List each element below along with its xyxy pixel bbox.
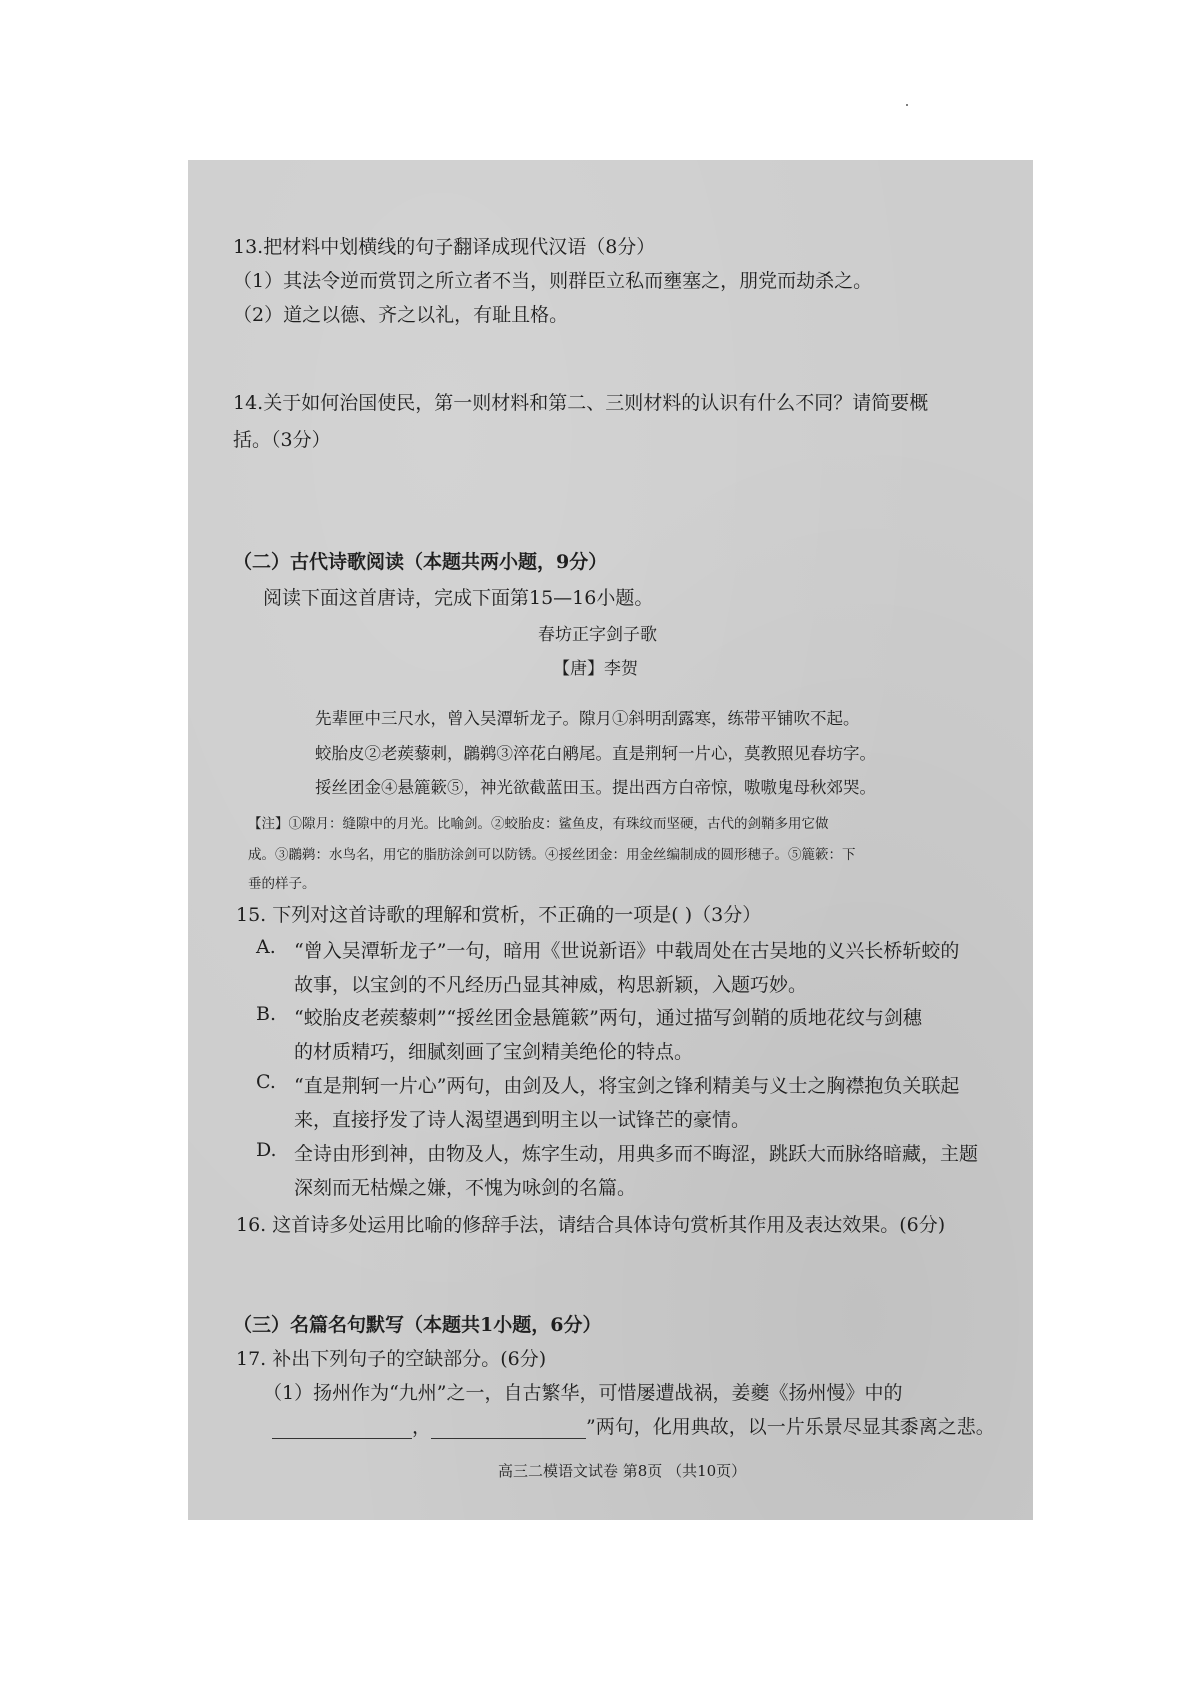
q15-option-a-line-1: “曾入吴潭斩龙子”一句，暗用《世说新语》中载周处在古吴地的义兴长桥斩蛟的 [294,940,960,962]
poem-author: 【唐】李贺 [553,659,638,679]
q13-sentence-1: （1）其法令逆而赏罚之所立者不当，则群臣立私而壅塞之，朋党而劫杀之。 [233,270,873,292]
poem-line-1: 先辈匣中三尺水，曾入吴潭斩龙子。隙月①斜明刮露寒，练带平铺吹不起。 [315,709,860,728]
q14-line-1: 14.关于如何治国使民，第一则材料和第二、三则材料的认识有什么不同？请简要概 [233,392,929,414]
q15-option-d-letter: D. [256,1139,277,1161]
q15-option-b-letter: B. [256,1003,277,1025]
exam-page-photo [188,160,1033,1520]
q17-blank-separator: ， [412,1416,432,1438]
q15-option-c-letter: C. [256,1071,276,1093]
answer-blank-1[interactable] [272,1418,412,1439]
q15-option-c-line-2: 来，直接抒发了诗人渴望遇到明主以一试锋芒的豪情。 [294,1109,751,1131]
q17-item-1-line-2-text: ”两句，化用典故，以一片乐景尽显其黍离之悲。 [586,1416,995,1438]
q13-title: 13.把材料中划横线的句子翻译成现代汉语（8分） [233,236,656,258]
q17-stem: 17. 补出下列句子的空缺部分。(6分) [236,1348,547,1370]
q17-item-1-line-1: （1）扬州作为“九州”之一，自古繁华，可惜屡遭战祸，姜夔《扬州慢》中的 [263,1382,903,1404]
scan-speck [906,104,908,106]
poem-note-line-1: 【注】①隙月：缝隙中的月光。比喻剑。②蛟胎皮：鲨鱼皮，有珠纹而坚硬，古代的剑鞘多用它做 [248,816,829,832]
q15-option-d-line-2: 深刻而无枯燥之嫌，不愧为咏剑的名篇。 [294,1177,637,1199]
q15-option-c-line-1: “直是荆轲一片心”两句，由剑及人，将宝剑之锋利精美与义士之胸襟抱负关联起 [294,1075,960,1097]
poem-line-3: 挼丝团金④悬簏簌⑤，神光欲截蓝田玉。提出西方白帝惊，嗷嗷鬼母秋郊哭。 [315,778,876,797]
q15-option-a-letter: A. [256,936,276,958]
q15-option-b-line-1: “蛟胎皮老蒺藜刺”“挼丝团金悬簏簌”两句，通过描写剑鞘的质地花纹与剑穗 [294,1007,922,1029]
poem-note-line-2: 成。③鸊鹈：水鸟名，用它的脂肪涂剑可以防锈。④挼丝团金：用金丝编制成的圆形穗子。⑤簏簌：下 [248,847,856,863]
q16-stem: 16. 这首诗多处运用比喻的修辞手法，请结合具体诗句赏析其作用及表达效果。(6分) [236,1214,946,1236]
q15-stem: 15. 下列对这首诗歌的理解和赏析，不正确的一项是( )（3分） [236,904,762,926]
section-2-heading: （二）古代诗歌阅读（本题共两小题，9分） [233,551,608,573]
section-3-heading: （三）名篇名句默写（本题共1小题，6分） [233,1314,602,1336]
poem-title: 春坊正字剑子歌 [538,625,657,645]
page-footer: 高三二模语文试卷 第8页 （共10页） [498,1462,747,1480]
q15-option-d-line-1: 全诗由形到神，由物及人，炼字生动，用典多而不晦涩，跳跃大而脉络暗藏，主题 [294,1143,979,1165]
poem-line-2: 蛟胎皮②老蒺藜刺，鸊鹈③淬花白鹇尾。直是荆轲一片心，莫教照见春坊字。 [315,744,876,763]
answer-blank-2[interactable] [431,1418,586,1439]
section-2-intro: 阅读下面这首唐诗，完成下面第15—16小题。 [263,587,654,609]
q15-option-b-line-2: 的材质精巧，细腻刻画了宝剑精美绝伦的特点。 [294,1041,694,1063]
q14-line-2: 括。（3分） [233,429,331,451]
q13-sentence-2: （2）道之以德、齐之以礼，有耻且格。 [233,304,569,326]
q17-item-1-line-2 [272,1412,995,1439]
q15-option-a-line-2: 故事，以宝剑的不凡经历凸显其神威，构思新颖，入题巧妙。 [294,974,808,996]
poem-note-line-3: 垂的样子。 [248,876,316,892]
